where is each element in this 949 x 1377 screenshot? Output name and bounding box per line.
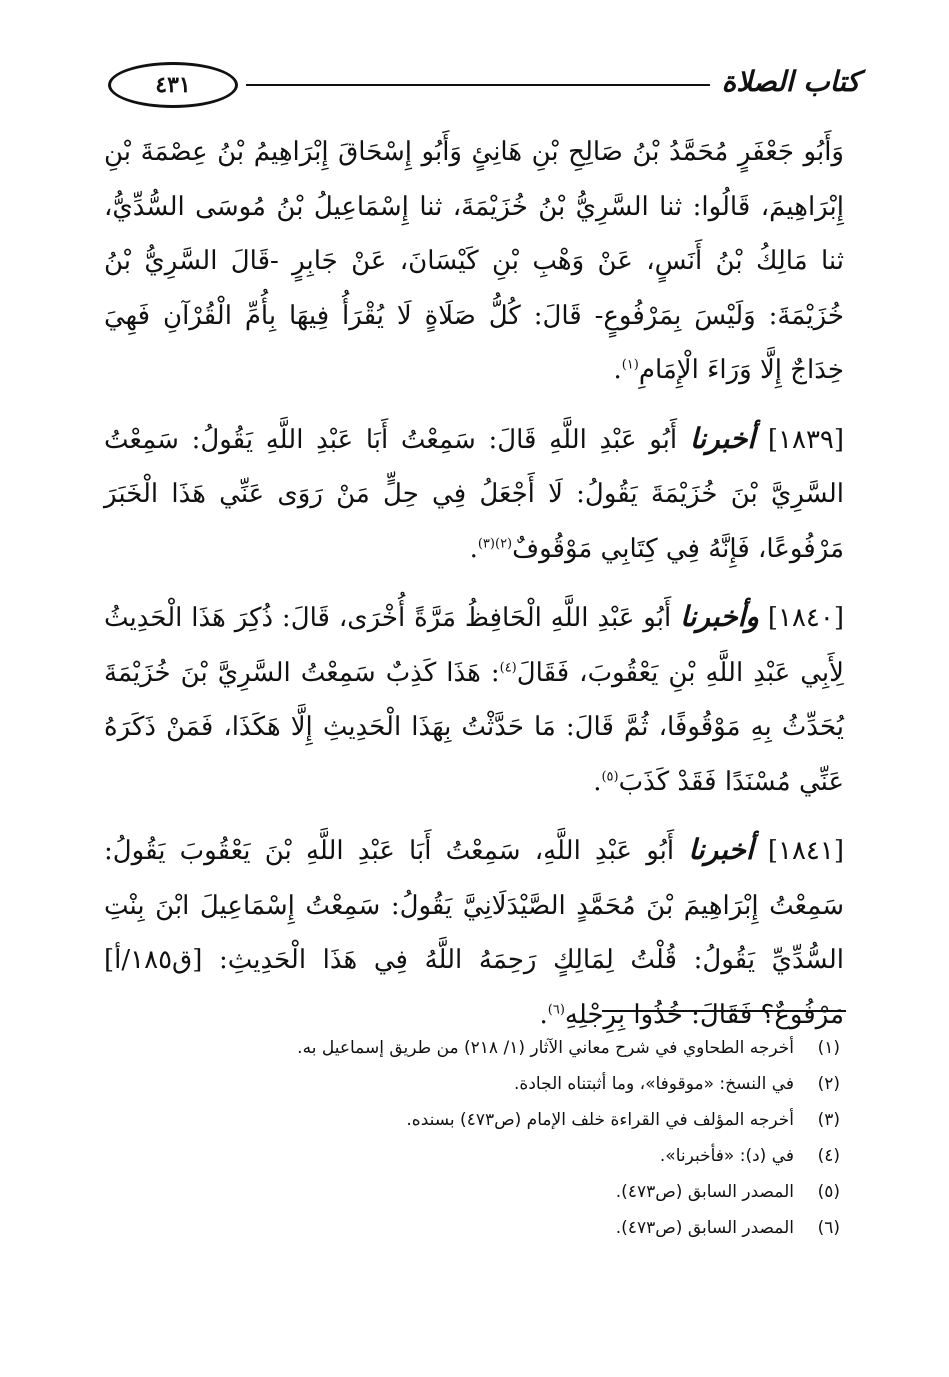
footnote-ref: (٤) [499, 659, 517, 675]
paragraph-text-a: أَبُو عَبْدِ اللَّهِ الْحَافِظُ مَرَّةً أُخْرَى، قَالَ: ذُكِرَ هَذَا الْحَدِيثُ لِأَبِي عَبْدِ اللَّهِ بْنِ يَعْقُوبَ، فَقَالَ [104, 603, 844, 688]
paragraph-text-b: : هَذَا كَذِبٌ سَمِعْتُ السَّرِيَّ بْنَ خُزَيْمَةَ يُحَدِّثُ بِهِ مَوْقُوفًا، ثُمَّ قَالَ: مَا حَدَّثْتُ بِهَذَا الْحَدِيثِ إِلَّا هَكَذَا، فَمَنْ ذَكَرَهُ عَنِّي مُسْنَدًا فَقَدْ كَذَبَ [104, 657, 844, 797]
footnote-text: أخرجه الطحاوي في شرح معاني الآثار (١/ ٢١٨) من طريق إسماعيل به. [297, 1038, 794, 1058]
paragraph-1 [104, 125, 844, 398]
paragraph-text: أَبُو عَبْدِ اللَّهِ، سَمِعْتُ أَبَا عَبْدِ اللَّهِ بْنَ يَعْقُوبَ يَقُولُ: سَمِعْتُ إِبْرَاهِيمَ بْنَ مُحَمَّدٍ الصَّيْدَلَانِيَّ يَقُولُ: سَمِعْتُ إِسْمَاعِيلَ ابْنَ بِنْتِ السُّدِّيِّ يَقُولُ: قُلْتُ لِمَالِكٍ رَحِمَهُ اللَّهُ فِي هَذَا الْحَدِيثِ: [ق١٨٥/أ] مَرْفُوعٌ؟ فَقَالَ: خُذُوا بِرِجْلِهِ [104, 836, 844, 1030]
footnote-item [120, 1210, 840, 1246]
footnote-ref: (٢)(٣) [477, 535, 513, 551]
akhbarana-keyword: وأخبرنا [680, 600, 759, 633]
footnote-item [120, 1174, 840, 1210]
paragraph-text: أَبُو عَبْدِ اللَّهِ قَالَ: سَمِعْتُ أَبَا عَبْدِ اللَّهِ يَقُولُ: سَمِعْتُ السَّرِيَّ بْنَ خُزَيْمَةَ يَقُولُ: لَا أَجْعَلُ فِي حِلٍّ مَنْ رَوَى عَنِّي هَذَا الْخَبَرَ مَرْفُوعًا، فَإِنَّهُ فِي كِتَابِي مَوْقُوفٌ [104, 424, 844, 564]
hadith-number: [١٨٤٠] [767, 603, 845, 633]
header-rule [246, 84, 710, 86]
running-title: كتاب الصلاة [721, 65, 860, 98]
footnotes [120, 1030, 840, 1246]
footnote-number: (٦) [817, 1218, 840, 1238]
footnote-text: المصدر السابق (ص٤٧٣). [615, 1218, 794, 1238]
footnote-text: في النسخ: «موقوفا»، وما أثبتناه الجادة. [514, 1074, 794, 1094]
footnote-text: المصدر السابق (ص٤٧٣). [615, 1182, 794, 1202]
footnote-number: (٢) [817, 1074, 840, 1094]
paragraph-end: . [613, 355, 622, 385]
main-text [104, 125, 844, 1042]
footnote-item [120, 1066, 840, 1102]
akhbarana-keyword: أخبرنا [689, 421, 756, 455]
paragraph-end: . [469, 533, 478, 564]
footnote-ref: (٦) [547, 1001, 565, 1017]
footnote-number: (٣) [817, 1110, 840, 1130]
footnote-number: (٤) [817, 1146, 840, 1166]
footnote-ref: (١) [621, 357, 639, 373]
hadith-number: [١٨٤١] [767, 836, 844, 866]
paragraph-1840 [104, 590, 844, 809]
page-header [100, 58, 860, 116]
footnote-separator [602, 1010, 846, 1012]
paragraph-1839 [104, 412, 844, 577]
page-number: ٤٣١ [108, 62, 238, 108]
footnote-text: في (د): «فأخبرنا». [659, 1146, 794, 1166]
footnote-text: أخرجه المؤلف في القراءة خلف الإمام (ص٤٧٣) بسنده. [406, 1110, 794, 1130]
footnote-item [120, 1138, 840, 1174]
paragraph-text: وَأَبُو جَعْفَرٍ مُحَمَّدُ بْنُ صَالِحِ بْنِ هَانِئٍ وَأَبُو إِسْحَاقَ إِبْرَاهِيمُ بْنُ عِصْمَةَ بْنِ إِبْرَاهِيمَ، قَالُوا: ثنا السَّرِيُّ بْنُ خُزَيْمَةَ، ثنا إِسْمَاعِيلُ بْنُ مُوسَى السُّدِّيُّ، ثنا مَالِكُ بْنُ أَنَسٍ، عَنْ وَهْبِ بْنِ كَيْسَانَ، عَنْ جَابِرٍ -قَالَ السَّرِيُّ بْنُ خُزَيْمَةَ: وَلَيْسَ بِمَرْفُوعٍ- قَالَ: كُلُّ صَلَاةٍ لَا يُقْرَأُ فِيهَا بِأُمِّ الْقُرْآنِ فَهِيَ خِدَاجٌ إِلَّا وَرَاءَ الْإِمَامِ [104, 137, 844, 385]
footnote-number: (١) [817, 1038, 840, 1058]
akhbarana-keyword: أخبرنا [688, 833, 754, 866]
hadith-number: [١٨٣٩] [767, 424, 845, 455]
footnote-item [120, 1102, 840, 1138]
paragraph-end: . [539, 999, 548, 1030]
footnote-item [120, 1030, 840, 1066]
footnote-number: (٥) [817, 1182, 840, 1202]
footnote-ref: (٥) [601, 768, 619, 784]
paragraph-end: . [593, 766, 602, 797]
